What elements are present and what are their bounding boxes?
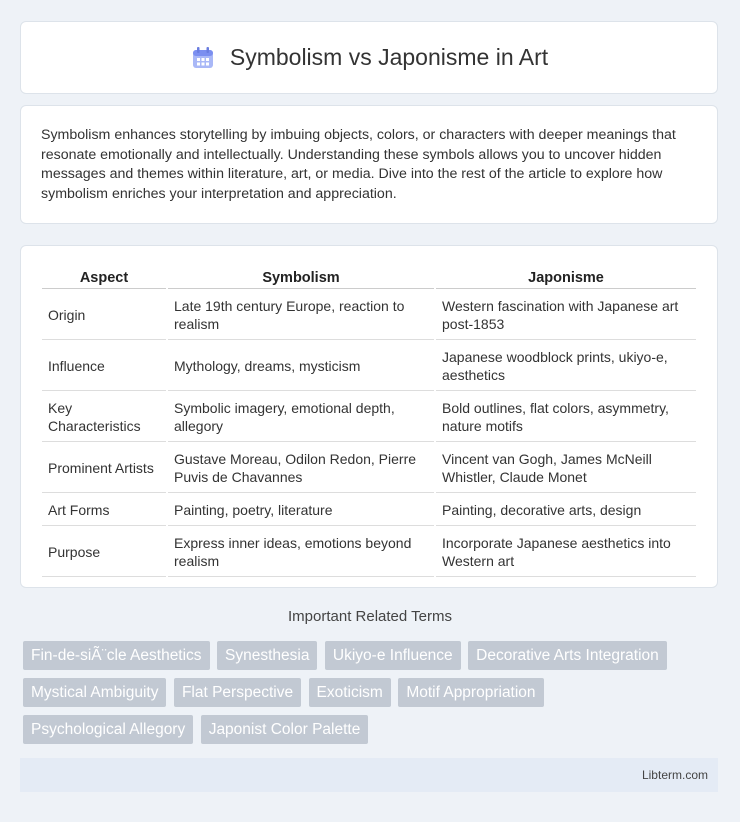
table-row [42, 291, 696, 340]
related-term-tag[interactable]: Mystical Ambiguity [23, 678, 166, 707]
header-aspect: Aspect [42, 266, 166, 289]
table-row [42, 342, 696, 391]
calendar-icon [190, 45, 216, 71]
table-row [42, 444, 696, 493]
related-term-tag[interactable]: Fin-de-siÃ¨cle Aesthetics [23, 641, 210, 670]
table-header-row [42, 266, 696, 289]
related-term-tag[interactable]: Ukiyo-e Influence [325, 641, 461, 670]
row-symbolism: Mythology, dreams, mysticism [168, 342, 434, 391]
row-aspect: Key Characteristics [42, 393, 166, 442]
intro-card [20, 105, 718, 224]
related-term-tag[interactable]: Motif Appropriation [398, 678, 543, 707]
table-row [42, 393, 696, 442]
row-aspect: Origin [42, 291, 166, 340]
related-term-tag[interactable]: Flat Perspective [174, 678, 301, 707]
row-symbolism: Express inner ideas, emotions beyond realism [168, 528, 434, 577]
related-terms-title: Important Related Terms [288, 608, 452, 625]
row-symbolism: Symbolic imagery, emotional depth, allegory [168, 393, 434, 442]
row-aspect: Prominent Artists [42, 444, 166, 493]
footer [20, 758, 718, 792]
row-japonisme: Vincent van Gogh, James McNeill Whistler, Claude Monet [436, 444, 696, 493]
page-title: Symbolism vs Japonisme in Art [229, 44, 549, 70]
intro-text: Symbolism enhances storytelling by imbuing objects, colors, or characters with deeper meanings that resonate emotionally and intellectually. Understanding these symbols allows you to uncover hidden messages and themes within literature, art, or media. Dive into the rest of the article to explore how symbolism enriches your interpretation and appreciation. [41, 127, 676, 202]
table-row [42, 495, 696, 526]
row-aspect: Art Forms [42, 495, 166, 526]
footer-site-link[interactable]: Libterm.com [641, 768, 708, 782]
related-term-tag[interactable]: Japonist Color Palette [201, 715, 369, 744]
related-term-tag[interactable]: Synesthesia [217, 641, 317, 670]
row-symbolism: Gustave Moreau, Odilon Redon, Pierre Puvis de Chavannes [168, 444, 434, 493]
row-symbolism: Painting, poetry, literature [168, 495, 434, 526]
comparison-table [40, 264, 698, 579]
row-japonisme: Western fascination with Japanese art post-1853 [436, 291, 696, 340]
row-japonisme: Painting, decorative arts, design [436, 495, 696, 526]
table-row [42, 528, 696, 577]
header-japonisme: Japonisme [436, 266, 696, 289]
header-symbolism: Symbolism [168, 266, 434, 289]
row-aspect: Purpose [42, 528, 166, 577]
row-japonisme: Incorporate Japanese aesthetics into Western art [436, 528, 696, 577]
row-japonisme: Japanese woodblock prints, ukiyo-e, aesthetics [436, 342, 696, 391]
related-terms-list [23, 641, 703, 752]
row-symbolism: Late 19th century Europe, reaction to realism [168, 291, 434, 340]
header-card [20, 21, 718, 94]
related-term-tag[interactable]: Exoticism [309, 678, 391, 707]
comparison-card [20, 245, 718, 588]
row-aspect: Influence [42, 342, 166, 391]
related-term-tag[interactable]: Decorative Arts Integration [468, 641, 667, 670]
row-japonisme: Bold outlines, flat colors, asymmetry, nature motifs [436, 393, 696, 442]
related-term-tag[interactable]: Psychological Allegory [23, 715, 193, 744]
